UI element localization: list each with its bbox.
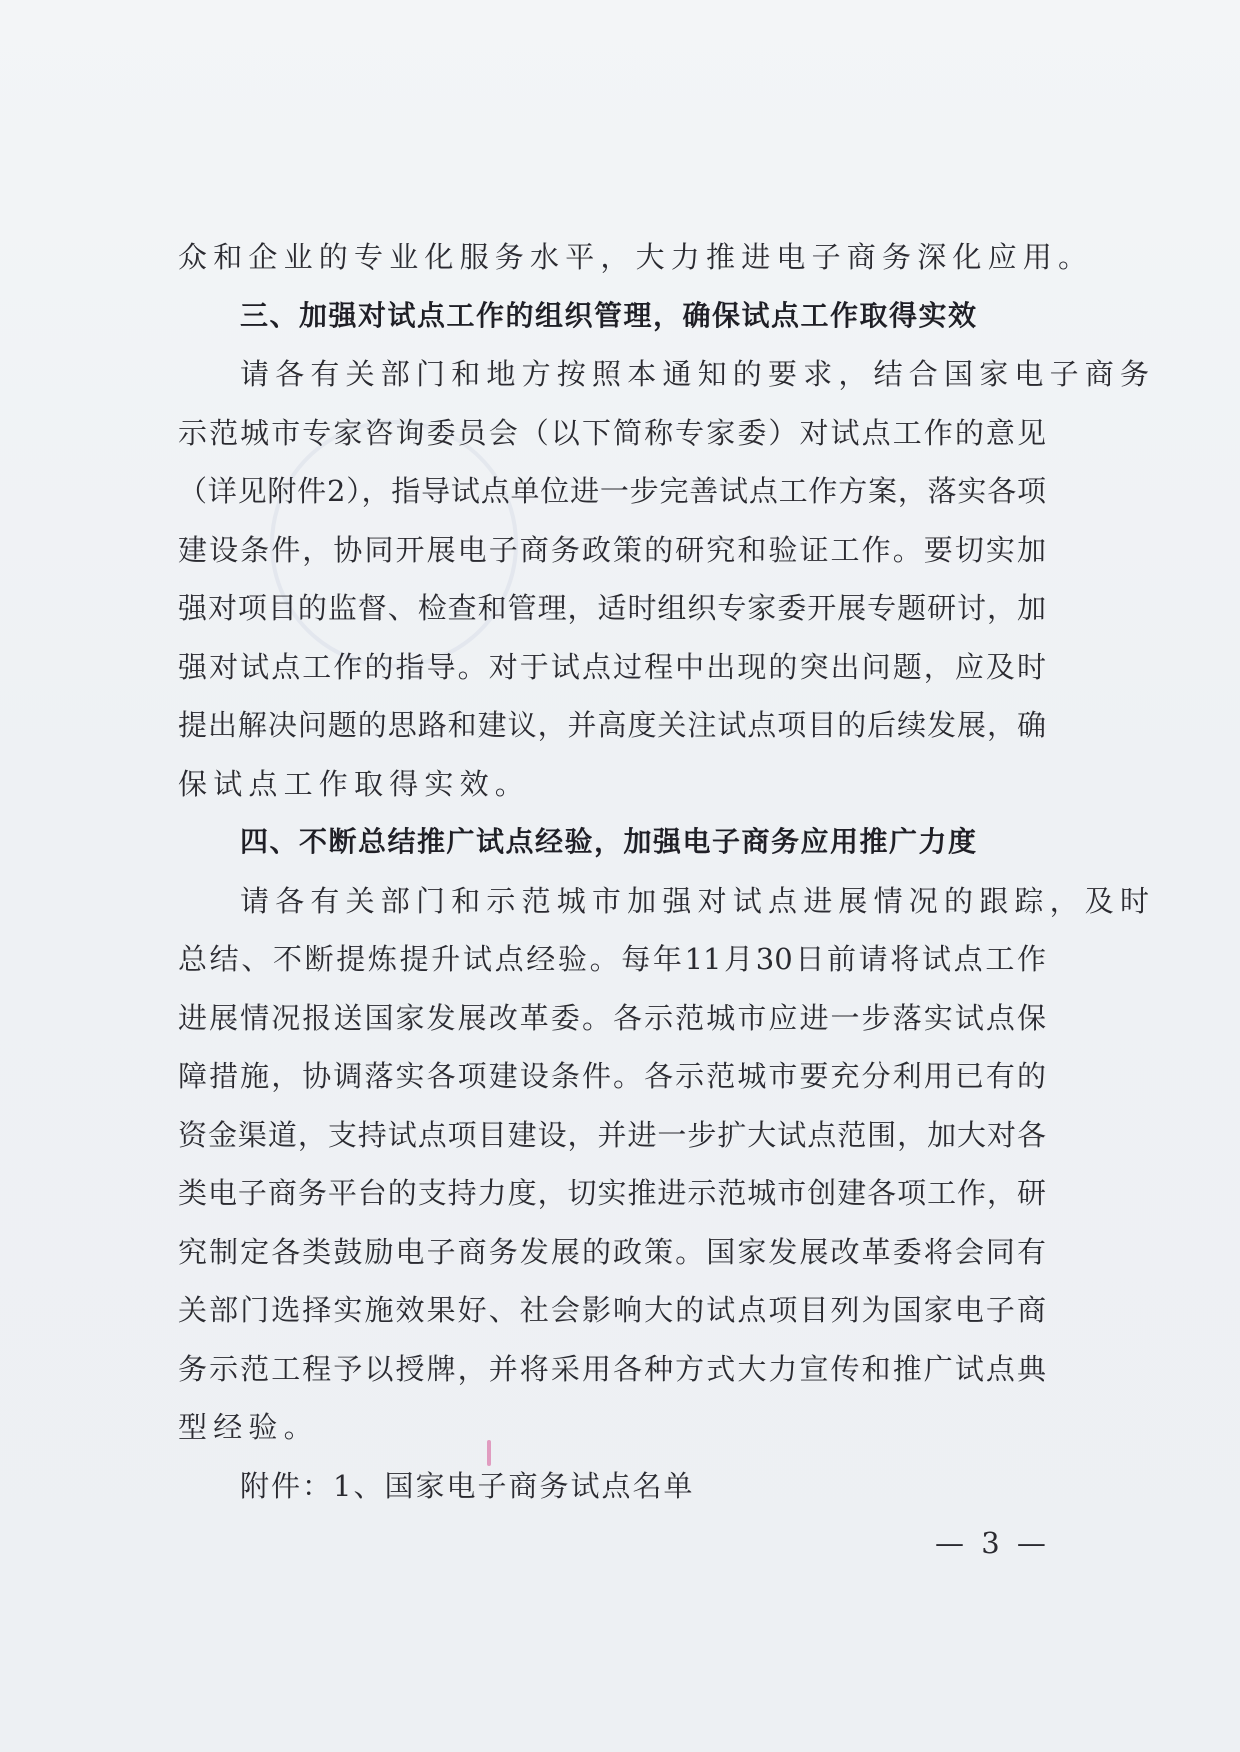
paragraph-line: （详见附件2），指导试点单位进一步完善试点工作方案，落实各项 — [178, 474, 1046, 508]
section-heading-3: 三、加强对试点工作的组织管理，确保试点工作取得实效 — [240, 298, 978, 332]
paragraph-line: 障措施，协调落实各项建设条件。各示范城市要充分利用已有的 — [178, 1059, 1046, 1093]
paragraph-line: 众和企业的专业化服务水平，大力推进电子商务深化应用。 — [178, 240, 1094, 274]
paragraph-line: 关部门选择实施效果好、社会影响大的试点项目列为国家电子商 — [178, 1293, 1046, 1327]
paragraph-line: 务示范工程予以授牌，并将采用各种方式大力宣传和推广试点典 — [178, 1351, 1046, 1386]
paragraph-line: 请各有关部门和示范城市加强对试点进展情况的跟踪，及时 — [240, 883, 1156, 918]
page-number: — 3 — — [935, 1526, 1050, 1560]
paragraph-line: 进展情况报送国家发展改革委。各示范城市应进一步落实试点保 — [178, 1000, 1046, 1035]
paragraph-line: 示范城市专家咨询委员会（以下简称专家委）对试点工作的意见 — [178, 415, 1046, 450]
paragraph-line: 总结、不断提炼提升试点经验。每年11月30日前请将试点工作 — [178, 942, 1046, 976]
paragraph-line: 保试点工作取得实效。 — [178, 766, 531, 801]
paragraph-line: 强对项目的监督、检查和管理，适时组织专家委开展专题研讨，加 — [178, 591, 1046, 625]
paragraph-line: 建设条件，协同开展电子商务政策的研究和验证工作。要切实加 — [178, 532, 1046, 567]
section-heading-4: 四、不断总结推广试点经验，加强电子商务应用推广力度 — [240, 825, 978, 858]
paragraph-line: 请各有关部门和地方按照本通知的要求，结合国家电子商务 — [240, 357, 1156, 391]
paragraph-line: 类电子商务平台的支持力度，切实推进示范城市创建各项工作，研 — [178, 1176, 1046, 1210]
paragraph-line: 资金渠道，支持试点项目建设，并进一步扩大试点范围，加大对各 — [178, 1117, 1046, 1152]
attachment-note: 附件：1、国家电子商务试点名单 — [240, 1468, 695, 1503]
paragraph-line: 提出解决问题的思路和建议，并高度关注试点项目的后续发展，确 — [178, 708, 1046, 742]
paragraph-line: 究制定各类鼓励电子商务发展的政策。国家发展改革委将会同有 — [178, 1234, 1046, 1269]
paragraph-line: 型经验。 — [178, 1410, 319, 1444]
document-body — [178, 228, 1156, 1515]
paragraph-line: 强对试点工作的指导。对于试点过程中出现的突出问题，应及时 — [178, 649, 1046, 684]
